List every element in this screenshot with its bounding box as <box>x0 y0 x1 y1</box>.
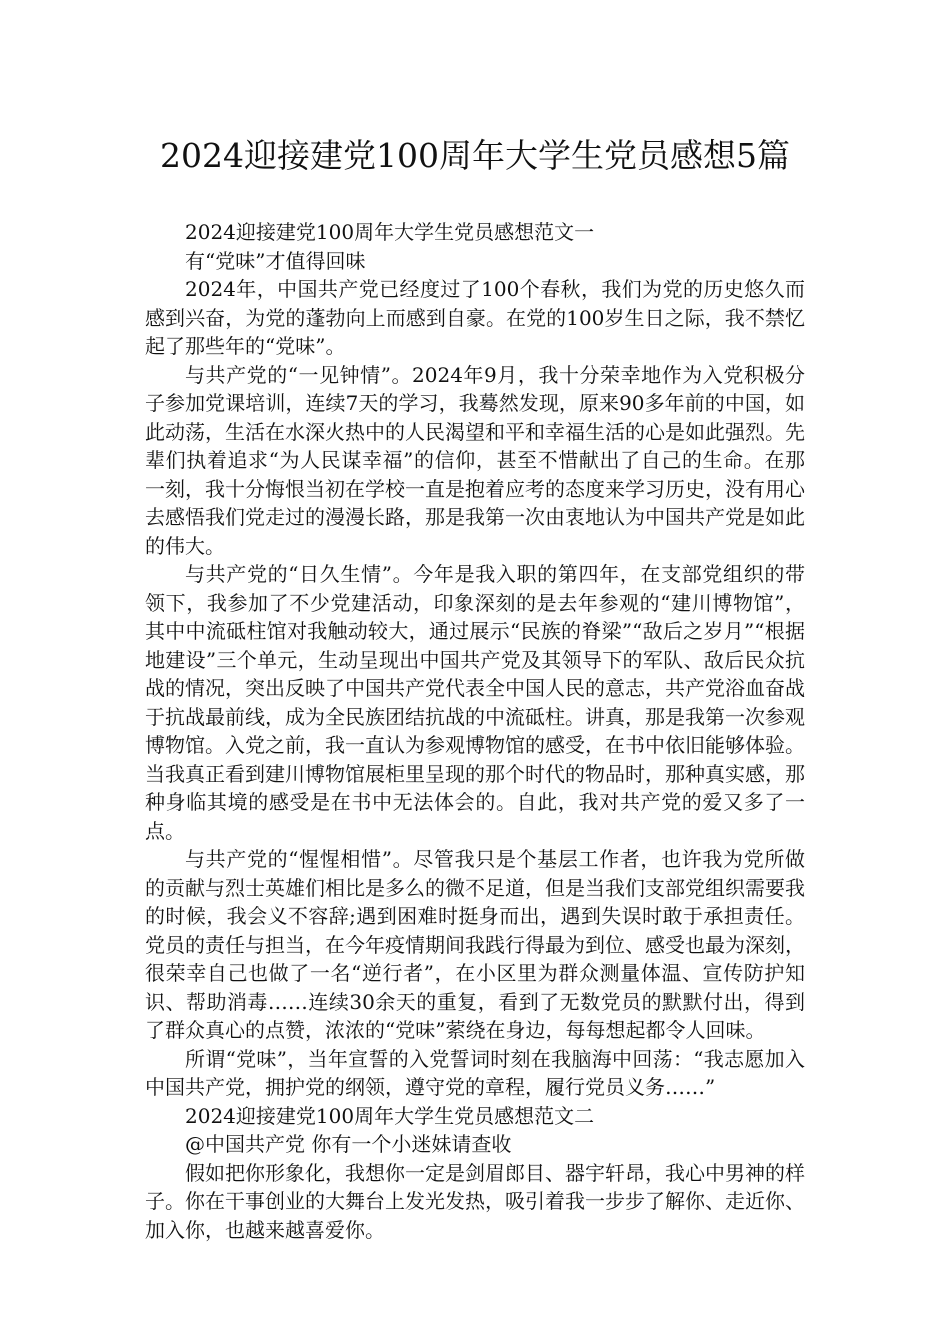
section-heading-2: 2024迎接建党100周年大学生党员感想范文二 <box>185 1103 595 1128</box>
document-body <box>145 218 805 1244</box>
paragraph: 所谓“党味”，当年宣誓的入党誓词时刻在我脑海中回荡：“我志愿加入中国共产党，拥护党的纲领，遵守党的章程，履行党员义务……” <box>145 1046 805 1099</box>
paragraph: 与共产党的“日久生情”。今年是我入职的第四年，在支部党组织的带领下，我参加了不少党建活动，印象深刻的是去年参观的“建川博物馆”，其中中流砥柱馆对我触动较大，通过展示“民族的脊梁”“敌后之岁月”“根据地建设”三个单元，生动呈现出中国共产党及其领导下的军队、敌后民众抗战的情况，突出反映了中国共产党代表全中国人民的意志，共产党浴血奋战于抗战最前线，成为全民族团结抗战的中流砥柱。讲真，那是我第一次参观博物馆。入党之前，我一直认为参观博物馆的感受，在书中依旧能够体验。当我真正看到建川博物馆展柜里呈现的那个时代的物品时，那种真实感，那种身临其境的感受是在书中无法体会的。自此，我对共产党的爱又多了一点。 <box>145 562 805 843</box>
section-subtitle-2: @中国共产党 你有一个小迷妹请查收 <box>185 1132 512 1156</box>
paragraph: 假如把你形象化，我想你一定是剑眉郎目、器宇轩昂，我心中男神的样子。你在干事创业的大舞台上发光发热，吸引着我一步步了解你、走近你、加入你，也越来越喜爱你。 <box>145 1160 805 1242</box>
paragraph: 2024年，中国共产党已经度过了100个春秋，我们为党的历史悠久而感到兴奋，为党的蓬勃向上而感到自豪。在党的100岁生日之际，我不禁忆起了那些年的“党味”。 <box>145 277 805 358</box>
document-title: 2024迎接建党100周年大学生党员感想5篇 <box>160 136 790 175</box>
document-page <box>145 120 805 1244</box>
paragraph: 与共产党的“惺惺相惜”。尽管我只是个基层工作者，也许我为党所做的贡献与烈士英雄们相比是多么的微不足道，但是当我们支部党组织需要我的时候，我会义不容辞;遇到困难时挺身而出，遇到失误时敢于承担责任。党员的责任与担当，在今年疫情期间我践行得最为到位、感受也最为深刻，很荣幸自己也做了一名“逆行者”，在小区里为群众测量体温、宣传防护知识、帮助消毒……连续30余天的重复，看到了无数党员的默默付出，得到了群众真心的点赞，浓浓的“党味”萦绕在身边，每每想起都令人回味。 <box>145 847 805 1042</box>
paragraph: 与共产党的“一见钟情”。2024年9月，我十分荣幸地作为入党积极分子参加党课培训，连续7天的学习，我蓦然发现，原来90多年前的中国，如此动荡，生活在水深火热中的人民渴望和平和幸福生活的心是如此强烈。先辈们执着追求“为人民谋幸福”的信仰，甚至不惜献出了自己的生命。在那一刻，我十分悔恨当初在学校一直是抱着应考的态度来学习历史，没有用心去感悟我们党走过的漫漫长路，那是我第一次由衷地认为中国共产党是如此的伟大。 <box>145 362 805 558</box>
section-heading-1: 2024迎接建党100周年大学生党员感想范文一 <box>185 220 595 244</box>
section-subtitle-1: 有“党味”才值得回味 <box>185 248 366 273</box>
